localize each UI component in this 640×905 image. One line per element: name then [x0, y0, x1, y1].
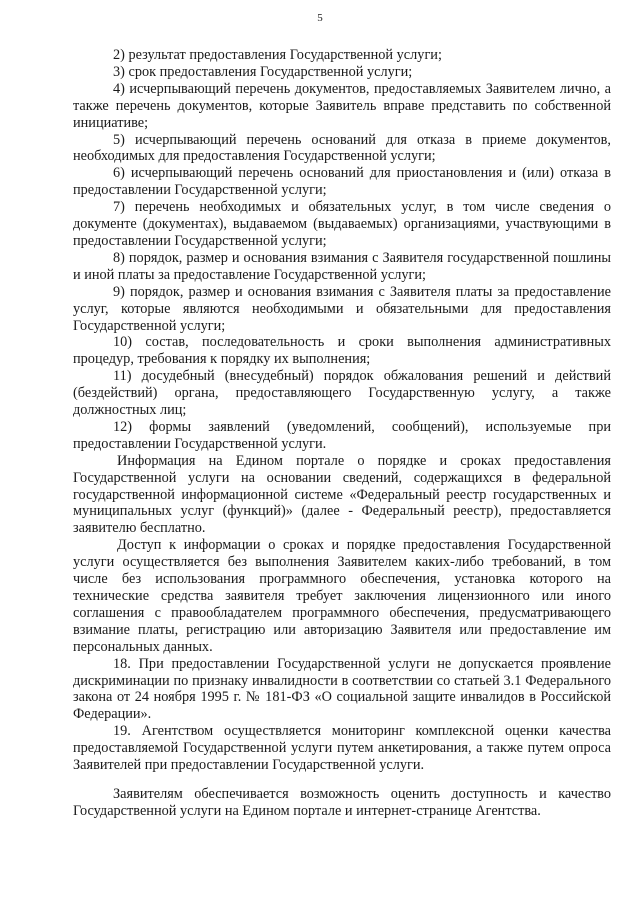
list-item: 2) результат предоставления Государственной услуги;	[113, 47, 442, 63]
list-item: 4) исчерпывающий перечень документов, предоставляемых Заявителем лично, а также перечень документов, которые Заявитель вправе представить по собственной инициативе;	[73, 80, 611, 131]
rating-paragraph: Заявителям обеспечивается возможность оценить доступность и качество Государственной услуги на Едином портале и интернет-странице Агентства.	[73, 785, 611, 819]
list-item: 7) перечень необходимых и обязательных услуг, в том числе сведения о документе (документах), выдаваемом (выдаваемых) организациями, участвующими в предоставлении Государственной услуги;	[73, 199, 611, 249]
list-item: 11) досудебный (внесудебный) порядок обжалования решений и действий (бездействий) органа, предоставляющего Государственную услугу, а также должностных лиц;	[73, 368, 611, 419]
list-item: 12) формы заявлений (уведомлений, сообщений), используемые при предоставлении Государственной услуги.	[73, 418, 611, 452]
list-item: 6) исчерпывающий перечень оснований для приостановления и (или) отказа в предоставлении Государственной услуги;	[73, 165, 611, 199]
clause-19-paragraph: 19. Агентством осуществляется мониторинг комплексной оценки качества предоставляемой Государственной услуги путем анкетирования, а также путем опроса Заявителей при предоставлении Государственной услуги.	[73, 723, 611, 774]
list-item: 10) состав, последовательность и сроки выполнения административных процедур, требования к порядку их выполнения;	[73, 334, 611, 368]
info-portal-paragraph: Информация на Едином портале о порядке и сроках предоставления Государственной услуги на основании сведений, содержащихся в федеральной государственной информационной системе «Федеральный реестр государственных и муниципальных услуг (функций)» (далее - Федеральный реестр), предоставляется заявителю бесплатно.	[73, 452, 611, 537]
list-item: 9) порядок, размер и основания взимания с Заявителя платы за предоставление услуг, которые являются необходимыми и обязательными для предоставления Государственной услуги;	[73, 283, 611, 334]
clause-18-paragraph: 18. При предоставлении Государственной услуги не допускается проявление дискриминации по признаку инвалидности в соответствии со статьей 3.1 Федерального закона от 24 ноября 1995 г. № 181-ФЗ «О социальной защите инвалидов в Российской Федерации».	[73, 655, 611, 723]
list-item: 8) порядок, размер и основания взимания с Заявителя государственной пошлины и иной платы за предоставление Государственной услуги;	[73, 249, 611, 283]
document-body	[73, 47, 611, 820]
list-item: 3) срок предоставления Государственной услуги;	[113, 63, 413, 80]
list-item: 5) исчерпывающий перечень оснований для отказа в приеме документов, необходимых для предоставления Государственной услуги;	[73, 131, 611, 165]
access-paragraph: Доступ к информации о сроках и порядке предоставления Государственной услуги осуществляется без выполнения Заявителем каких-либо требований, в том числе без использования программного обеспечения, установка которого на технические средства заявителя требует заключения лицензионного или иного соглашения с правообладателем программного обеспечения, предусматривающего взимание платы, регистрацию или авторизацию Заявителя или предоставление им персональных данных.	[73, 537, 611, 655]
page-number: 5	[317, 12, 323, 24]
